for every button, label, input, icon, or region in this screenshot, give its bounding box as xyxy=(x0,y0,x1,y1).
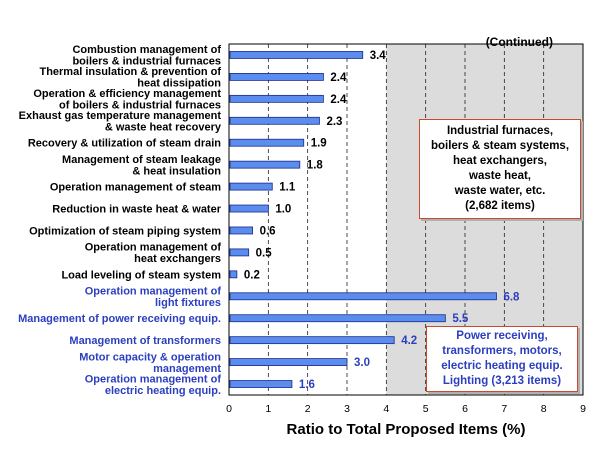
value-label: 3.4 xyxy=(369,49,386,62)
annotation-line: waste water, etc. xyxy=(454,185,546,197)
x-axis-title: Ratio to Total Proposed Items (%) xyxy=(286,421,526,438)
annotation-line: Power receiving, xyxy=(456,330,548,342)
category-label: Motor capacity & operation xyxy=(79,351,221,364)
annotation-line: heat exchangers, xyxy=(453,155,547,167)
x-tick-label: 0 xyxy=(226,403,232,415)
annotation-line: electric heating equip. xyxy=(441,360,563,372)
bar xyxy=(230,315,445,322)
value-label: 1.8 xyxy=(306,159,323,172)
category-label: Combustion management of xyxy=(72,44,221,57)
bar xyxy=(230,205,268,212)
continued-label: (Continued) xyxy=(485,35,553,49)
value-label: 2.4 xyxy=(330,71,347,84)
category-label: & waste heat recovery xyxy=(104,121,221,134)
category-label: & heat insulation xyxy=(132,165,221,178)
bar xyxy=(230,381,292,388)
category-label: Operation management of xyxy=(84,373,221,386)
x-tick-label: 1 xyxy=(265,403,272,415)
category-label: Thermal insulation & prevention of xyxy=(39,66,221,79)
category-label: Operation management of steam xyxy=(49,181,221,194)
bar xyxy=(230,161,300,168)
value-label: 1.1 xyxy=(279,181,296,194)
bar xyxy=(230,51,363,58)
annotation-line: waste heat, xyxy=(469,170,531,182)
x-tick-label: 2 xyxy=(304,403,311,415)
annotation-line: Industrial furnaces, xyxy=(446,125,554,137)
annotation-line: Lighting (3,213 items) xyxy=(442,375,562,387)
group-1-annotation xyxy=(419,119,581,219)
value-label: 4.2 xyxy=(401,335,418,348)
category-label: Recovery & utilization of steam drain xyxy=(27,137,221,150)
bar xyxy=(230,359,347,366)
bar xyxy=(230,249,249,256)
value-label: 3.0 xyxy=(354,357,370,370)
category-label: Reduction in waste heat & water xyxy=(52,203,221,216)
bar xyxy=(230,139,304,146)
category-label: Management of power receiving equip. xyxy=(18,313,221,326)
category-label: heat dissipation xyxy=(137,77,221,90)
group-2-annotation xyxy=(426,326,578,392)
category-label: of boilers & industrial furnaces xyxy=(59,99,221,112)
category-label: heat exchangers xyxy=(134,253,221,266)
value-label: 6.8 xyxy=(503,291,520,304)
category-label: Management of steam leakage xyxy=(62,153,221,166)
value-label: 0.6 xyxy=(259,225,276,238)
annotation-line: (2,682 items) xyxy=(465,200,535,212)
bar xyxy=(230,271,237,278)
x-tick-label: 5 xyxy=(422,403,429,415)
value-label: 5.5 xyxy=(452,313,469,326)
value-label: 2.3 xyxy=(326,115,343,128)
x-tick-label: 8 xyxy=(540,403,547,415)
bar xyxy=(230,117,319,124)
category-label: Exhaust gas temperature management xyxy=(18,110,221,123)
annotation-line: transformers, motors, xyxy=(442,345,562,357)
category-label: Management of transformers xyxy=(69,335,221,348)
bar xyxy=(230,337,394,344)
bar xyxy=(230,95,323,102)
value-label: 1.9 xyxy=(310,137,327,150)
value-label: 0.2 xyxy=(243,269,260,282)
category-label: Operation management of xyxy=(84,285,221,298)
bar xyxy=(230,227,253,234)
category-label: Operation management of xyxy=(84,241,221,254)
bar xyxy=(230,183,272,190)
bar xyxy=(230,73,323,80)
category-label: electric heating equip. xyxy=(104,384,221,397)
category-label: light fixtures xyxy=(154,297,221,310)
value-label: 2.4 xyxy=(330,93,347,106)
value-label: 1.6 xyxy=(298,379,315,392)
value-label: 0.5 xyxy=(255,247,272,260)
x-tick-label: 9 xyxy=(580,403,586,415)
x-tick-label: 4 xyxy=(383,403,390,415)
category-label: Load leveling of steam system xyxy=(61,269,221,282)
annotation-line: boilers & steam systems, xyxy=(430,140,570,152)
x-tick-label: 7 xyxy=(501,403,508,415)
value-label: 1.0 xyxy=(275,203,292,216)
category-label: Optimization of steam piping system xyxy=(29,225,221,238)
category-label: management xyxy=(153,362,221,375)
x-tick-label: 3 xyxy=(344,403,350,415)
category-label: boilers & industrial furnaces xyxy=(72,55,221,68)
category-label: Operation & efficiency management xyxy=(33,88,221,101)
x-tick-label: 6 xyxy=(462,403,468,415)
bar xyxy=(230,293,496,300)
